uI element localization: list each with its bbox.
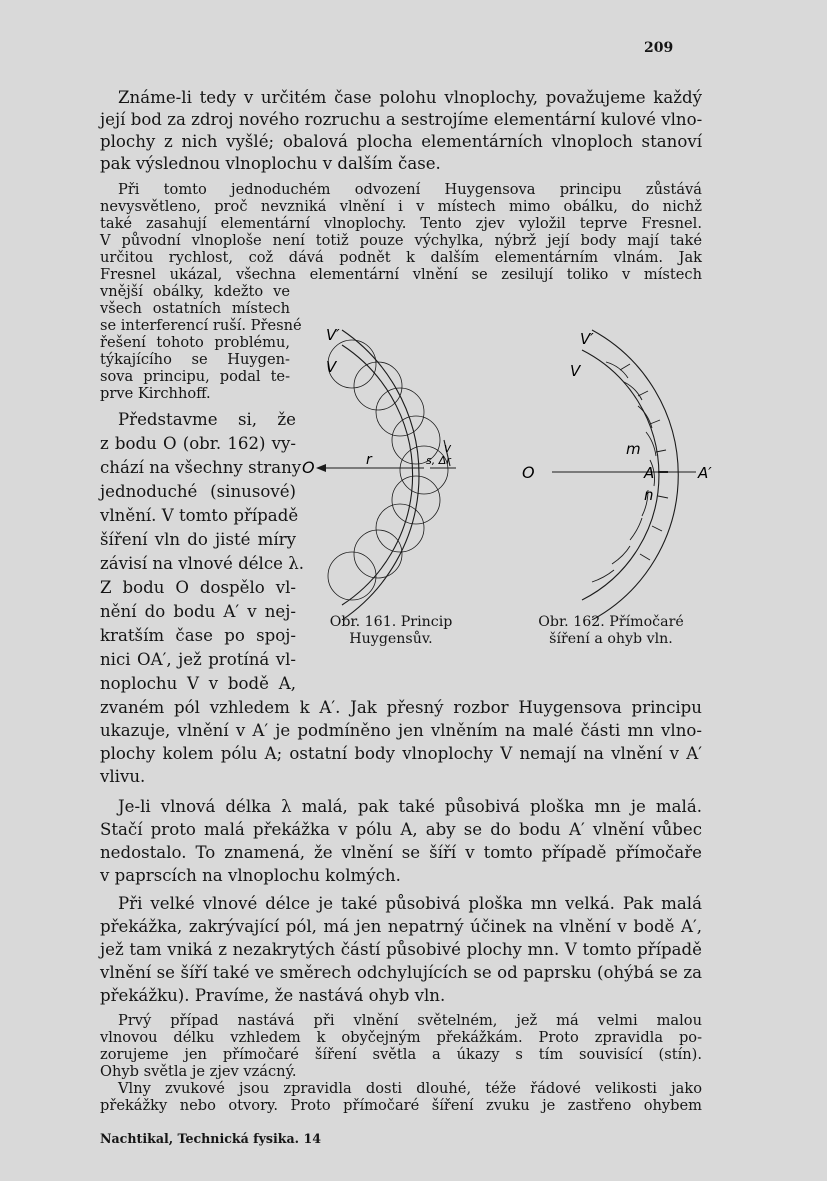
text-line: sova principu, podal te- xyxy=(100,368,290,385)
text-line: nici OA′, jež protíná vl- xyxy=(100,650,296,669)
label-V: V xyxy=(326,358,337,376)
text-line: Je-li vlnová délka λ malá, pak také působivá ploška mn je malá. xyxy=(118,797,702,816)
label-A: A xyxy=(644,464,655,482)
text-line: Fresnel ukázal, všechna elementární vlnění se zesilují toliko v místech xyxy=(100,266,702,283)
text-line: prve Kirchhoff. xyxy=(100,385,211,402)
label-V-prime: V′ xyxy=(326,326,340,344)
figure-162-caption xyxy=(516,614,706,648)
text-line: zorujeme jen přímočaré šíření světla a úkazy s tím souvisící (stín). xyxy=(100,1046,702,1063)
text-line: z bodu O (obr. 162) vy- xyxy=(100,434,296,453)
figure-162 xyxy=(520,320,720,620)
label-A-prime: A′ xyxy=(698,464,712,482)
text-line: šíření vln do jisté míry xyxy=(100,530,296,549)
text-line: Ohyb světla je zjev vzácný. xyxy=(100,1063,297,1080)
text-line: závisí na vlnové délce λ. xyxy=(100,554,305,573)
elementary-wavelets xyxy=(328,340,448,600)
text-line: Známe-li tedy v určitém čase polohu vlnoplochy, považujeme každý xyxy=(118,88,702,107)
text-line: vlnění. V tomto případě xyxy=(100,506,299,525)
text-line: nevysvětleno, proč nevzniká vlnění i v místech mimo obálku, do nichž xyxy=(100,198,702,215)
text-line: kratším čase po spoj- xyxy=(100,626,296,645)
text-line: V původní vlnoploše není totiž pouze výchylka, nýbrž její body mají také xyxy=(100,232,702,249)
text-line: se interferencí ruší. Přesné xyxy=(100,317,302,334)
label-O: O xyxy=(522,463,535,482)
text-line: vlnovou délku vzhledem k obyčejným překážkám. Proto zpravidla po- xyxy=(100,1029,702,1046)
text-line: překážka, zakrývající pól, má jen nepatrný účinek na vlnění v bodě A′, xyxy=(100,917,702,936)
text-line: Stačí proto malá překážka v pólu A, aby se do bodu A′ vlnění vůbec xyxy=(100,820,702,839)
text-line: zvaném pól vzhledem k A′. Jak přesný rozbor Huygensova principu xyxy=(100,698,702,717)
text-line: také zasahují elementární vlnoplochy. Tento zjev vyložil teprve Fresnel. xyxy=(100,215,702,232)
caption-line: Obr. 162. Přímočaré xyxy=(538,614,684,630)
rectilinear-diagram xyxy=(520,320,720,620)
text-line: řešení tohoto problému, xyxy=(100,334,290,351)
page-number: 209 xyxy=(644,40,674,56)
text-line: Z bodu O dospělo vl- xyxy=(100,578,296,597)
text-line: vnější obálky, kdežto ve xyxy=(100,283,290,300)
text-line: Vlny zvukové jsou zpravidla dosti dlouhé, téže řádové velikosti jako xyxy=(118,1080,702,1097)
text-line: Při tomto jednoduchém odvození Huygensova principu zůstává xyxy=(118,181,702,198)
label-v: v xyxy=(444,441,452,455)
wavefront-V-prime xyxy=(342,330,419,620)
label-n: n xyxy=(644,486,654,504)
text-line: vlnění se šíří také ve směrech odchylujících se od paprsku (ohýbá se za xyxy=(100,963,702,982)
text-line: týkajícího se Huygen- xyxy=(100,351,290,368)
caption-line: Huygensův. xyxy=(349,631,433,647)
footer-signature: Nachtikal, Technická fysika. 14 xyxy=(100,1131,321,1146)
text-line: překážku). Pravíme, že nastává ohyb vln. xyxy=(100,986,446,1005)
text-line: její bod za zdroj nového rozruchu a sestrojíme elementární kulové vlno- xyxy=(100,110,703,129)
text-line: nění do bodu A′ v nej- xyxy=(100,602,296,621)
caption-line: Obr. 161. Princip xyxy=(329,614,453,630)
figure-161 xyxy=(300,320,480,620)
arrow-head xyxy=(316,464,326,472)
label-s: s, Δr xyxy=(426,454,451,467)
text-line: všech ostatních místech xyxy=(100,300,290,317)
caption-line: šíření a ohyb vln. xyxy=(549,631,673,647)
label-m: m xyxy=(626,440,641,458)
text-line: Představme si, že xyxy=(118,410,296,429)
label-V-prime: V′ xyxy=(580,330,594,348)
text-line: jednoduché (sinusové) xyxy=(100,482,296,501)
text-line: překážky nebo otvory. Proto přímočaré šíření zvuku je zastřeno ohybem xyxy=(100,1097,702,1114)
label-V: V xyxy=(570,362,581,380)
figure-161-caption xyxy=(306,614,476,648)
label-r: r xyxy=(366,452,372,468)
text-line: pak výslednou vlnoplochu v dalším čase. xyxy=(100,154,441,173)
text-line: nedostalo. To znamená, že vlnění se šíří v tomto případě přímočaře xyxy=(100,843,702,862)
huygens-diagram xyxy=(300,320,480,620)
text-line: noplochu V v bodě A, xyxy=(100,674,296,693)
text-line: Při velké vlnové délce je také působivá ploška mn velká. Pak malá xyxy=(118,894,702,913)
text-line: určitou rychlost, což dává podnět k dalším elementárním vlnám. Jak xyxy=(100,249,702,266)
text-line: plochy z nich vyšlé; obalová plocha elementárních vlnoploch stanoví xyxy=(100,132,702,151)
text-line: Prvý případ nastává při vlnění světelném, jež má velmi malou xyxy=(118,1012,702,1029)
text-line: vlivu. xyxy=(100,767,146,786)
text-line: ukazuje, vlnění v A′ je podmíněno jen vlněním na malé části mn vlno- xyxy=(100,721,702,740)
text-line: v paprscích na vlnoplochu kolmých. xyxy=(100,866,401,885)
text-line: jež tam vniká z nezakrytých částí působivé plochy mn. V tomto případě xyxy=(100,940,702,959)
text-line: chází na všechny strany xyxy=(100,458,302,477)
text-line: plochy kolem pólu A; ostatní body vlnoplochy V nemají na vlnění v A′ xyxy=(100,744,702,763)
label-O: O xyxy=(302,458,315,477)
